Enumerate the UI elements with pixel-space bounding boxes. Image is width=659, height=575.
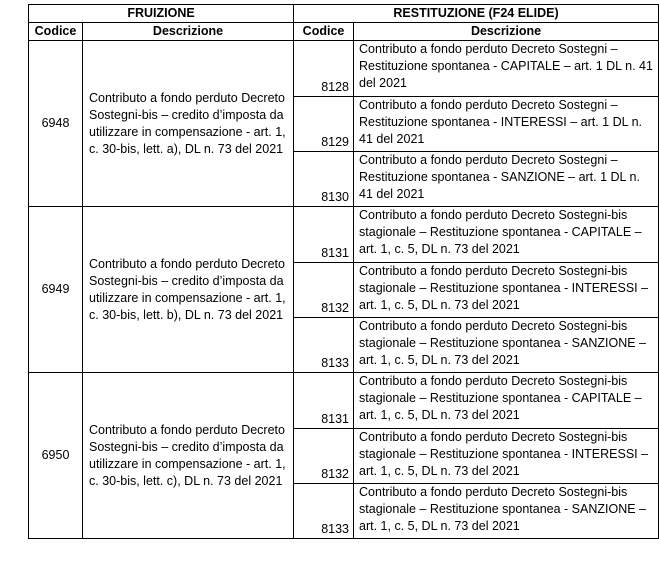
table-row [29, 207, 659, 263]
restituzione-code: 8129 [294, 97, 354, 152]
restituzione-code: 8131 [294, 207, 354, 263]
restituzione-code: 8133 [294, 484, 354, 539]
descrizione-header-right: Descrizione [354, 23, 659, 41]
fruizione-code: 6949 [29, 207, 83, 373]
restituzione-description: Contributo a fondo perduto Decreto Sostegni-bis stagionale – Restituzione spontanea - INTERESSI – art. 1, c. 5, DL n. 73 del 2021 [354, 429, 659, 484]
restituzione-code: 8132 [294, 429, 354, 484]
restituzione-description: Contributo a fondo perduto Decreto Sostegni-bis stagionale – Restituzione spontanea - CAPITALE – art. 1, c. 5, DL n. 73 del 2021 [354, 373, 659, 429]
fruizione-description: Contributo a fondo perduto Decreto Sostegni-bis – credito d’imposta da utilizzare in compensazione - art. 1, c. 30-bis, lett. a), DL n. 73 del 2021 [83, 41, 294, 207]
restituzione-code: 8132 [294, 263, 354, 318]
tax-codes-table [28, 4, 659, 539]
fruizione-code: 6950 [29, 373, 83, 539]
restituzione-description: Contributo a fondo perduto Decreto Sostegni – Restituzione spontanea - INTERESSI – art. 1 DL n. 41 del 2021 [354, 97, 659, 152]
fruizione-code: 6948 [29, 41, 83, 207]
codice-header-left: Codice [29, 23, 83, 41]
restituzione-description: Contributo a fondo perduto Decreto Sostegni-bis stagionale – Restituzione spontanea - INTERESSI – art. 1, c. 5, DL n. 73 del 2021 [354, 263, 659, 318]
column-header-row [29, 23, 659, 41]
restituzione-code: 8131 [294, 373, 354, 429]
fruizione-description: Contributo a fondo perduto Decreto Sostegni-bis – credito d’imposta da utilizzare in compensazione - art. 1, c. 30-bis, lett. b), DL n. 73 del 2021 [83, 207, 294, 373]
codice-header-right: Codice [294, 23, 354, 41]
restituzione-description: Contributo a fondo perduto Decreto Sostegni-bis stagionale – Restituzione spontanea - CAPITALE – art. 1, c. 5, DL n. 73 del 2021 [354, 207, 659, 263]
table-row [29, 41, 659, 97]
fruizione-description: Contributo a fondo perduto Decreto Sostegni-bis – credito d’imposta da utilizzare in compensazione - art. 1, c. 30-bis, lett. c), DL n. 73 del 2021 [83, 373, 294, 539]
restituzione-description: Contributo a fondo perduto Decreto Sostegni-bis stagionale – Restituzione spontanea - SANZIONE – art. 1, c. 5, DL n. 73 del 2021 [354, 484, 659, 539]
section-header-row [29, 5, 659, 23]
restituzione-description: Contributo a fondo perduto Decreto Sostegni-bis stagionale – Restituzione spontanea - SANZIONE – art. 1, c. 5, DL n. 73 del 2021 [354, 318, 659, 373]
table-row [29, 373, 659, 429]
restituzione-code: 8130 [294, 152, 354, 207]
tax-codes-table-container [28, 4, 659, 539]
restituzione-description: Contributo a fondo perduto Decreto Sostegni – Restituzione spontanea - SANZIONE – art. 1 DL n. 41 del 2021 [354, 152, 659, 207]
restituzione-description: Contributo a fondo perduto Decreto Sostegni – Restituzione spontanea - CAPITALE – art. 1 DL n. 41 del 2021 [354, 41, 659, 97]
restituzione-header: RESTITUZIONE (F24 ELIDE) [294, 5, 659, 23]
descrizione-header-left: Descrizione [83, 23, 294, 41]
restituzione-code: 8128 [294, 41, 354, 97]
restituzione-code: 8133 [294, 318, 354, 373]
fruizione-header: FRUIZIONE [29, 5, 294, 23]
